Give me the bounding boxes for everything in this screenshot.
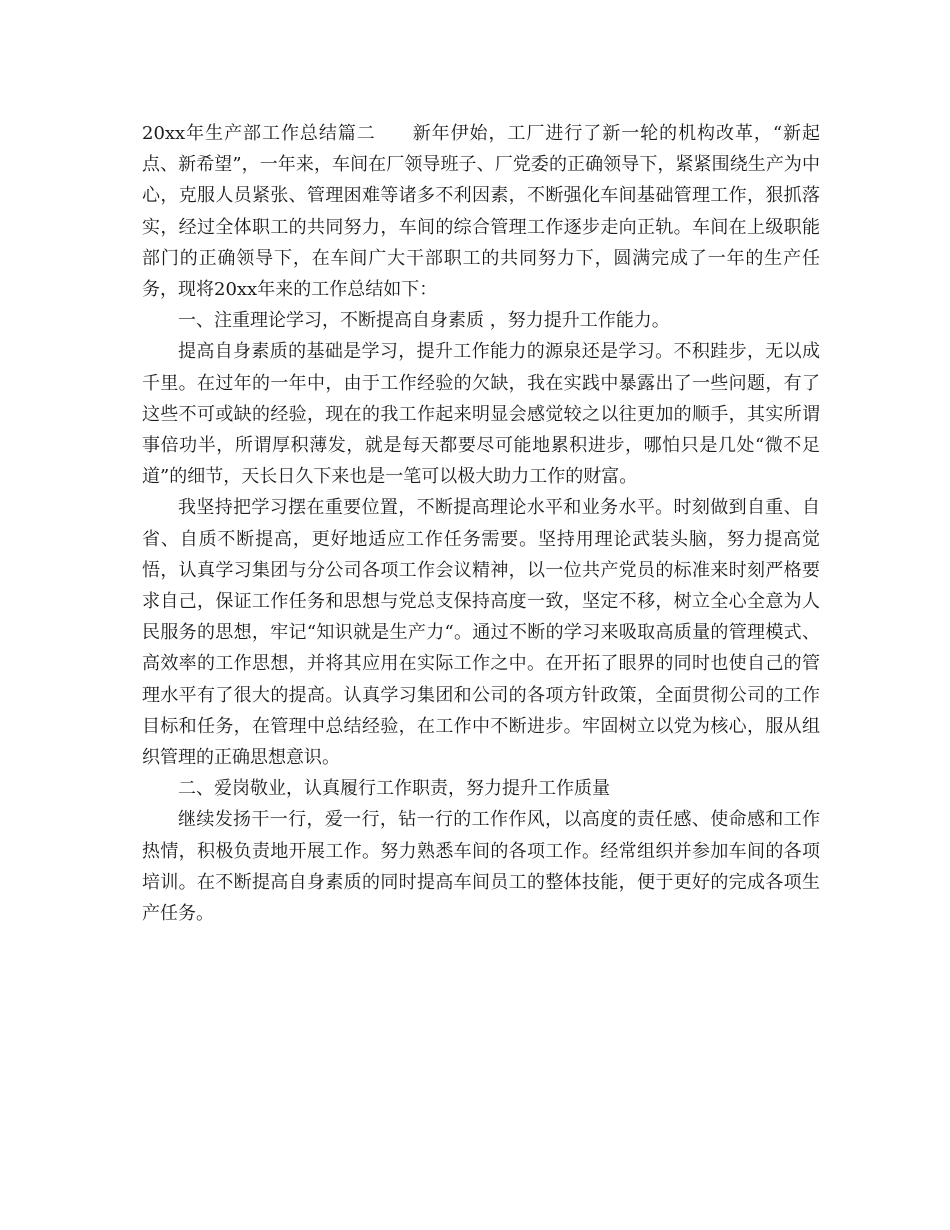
section-heading-1: 一、注重理论学习，不断提高自身素质 ，努力提升工作能力。 [178,310,670,332]
intro-paragraph [142,118,820,305]
paragraph: 继续发扬干一行，爱一行，钻一行的工作作风，以高度的责任感、使命感和工作热情，积极负责地开展工作。努力熟悉车间的各项工作。经常组织并参加车间的各项培训。在不断提高自身素质的同时提高车间员工的整体技能，便于更好的完成各项生产任务。 [142,809,820,925]
document-title: 20xx年生产部工作总结篇二 [142,123,376,144]
section-heading-2: 二、爱岗敬业，认真履行工作职责，努力提升工作质量 [178,778,610,800]
paragraph: 提高自身素质的基础是学习，提升工作能力的源泉还是学习。不积跬步，无以成千里。在过年的一年中，由于工作经验的欠缺，我在实践中暴露出了一些问题，有了这些不可或缺的经验，现在的我工作起来明显会感觉较之以往更加的顺手，其实所谓事倍功半，所谓厚积薄发，就是每天都要尽可能地累积进步，哪怕只是几处“微不足道”的细节，天长日久下来也是一笔可以极大助力工作的财富。 [142,341,820,488]
paragraph-text: 新年伊始，工厂进行了新一轮的机构改革，“新起点、新希望”，一年来，车间在厂领导班子、厂党委的正确领导下，紧紧围绕生产为中心，克服人员紧张、管理困难等诸多不利因素，不断强化车间基础管理工作，狠抓落实，经过全体职工的共同努力，车间的综合管理工作逐步走向正轨。车间在上级职能部门的正确领导下，在车间广大干部职工的共同努力下，圆满完成了一年的生产任务，现将20xx年来的工作总结如下： [142,123,820,301]
document-body [142,118,820,929]
paragraph: 我坚持把学习摆在重要位置，不断提高理论水平和业务水平。时刻做到自重、自省、自质不断提高，更好地适应工作任务需要。坚持用理论武装头脑，努力提高觉悟，认真学习集团与分公司各项工作会议精神，以一位共产党员的标准来时刻严格要求自己，保证工作任务和思想与党总支保持高度一致，坚定不移，树立全心全意为人民服务的思想，牢记“知识就是生产力“。通过不断的学习来吸取高质量的管理模式、高效率的工作思想，并将其应用在实际工作之中。在开拓了眼界的同时也使自己的管理水平有了很大的提高。认真学习集团和公司的各项方针政策，全面贯彻公司的工作目标和任务，在管理中总结经验，在工作中不断进步。牢固树立以党为核心，服从组织管理的正确思想意识。 [142,497,820,769]
